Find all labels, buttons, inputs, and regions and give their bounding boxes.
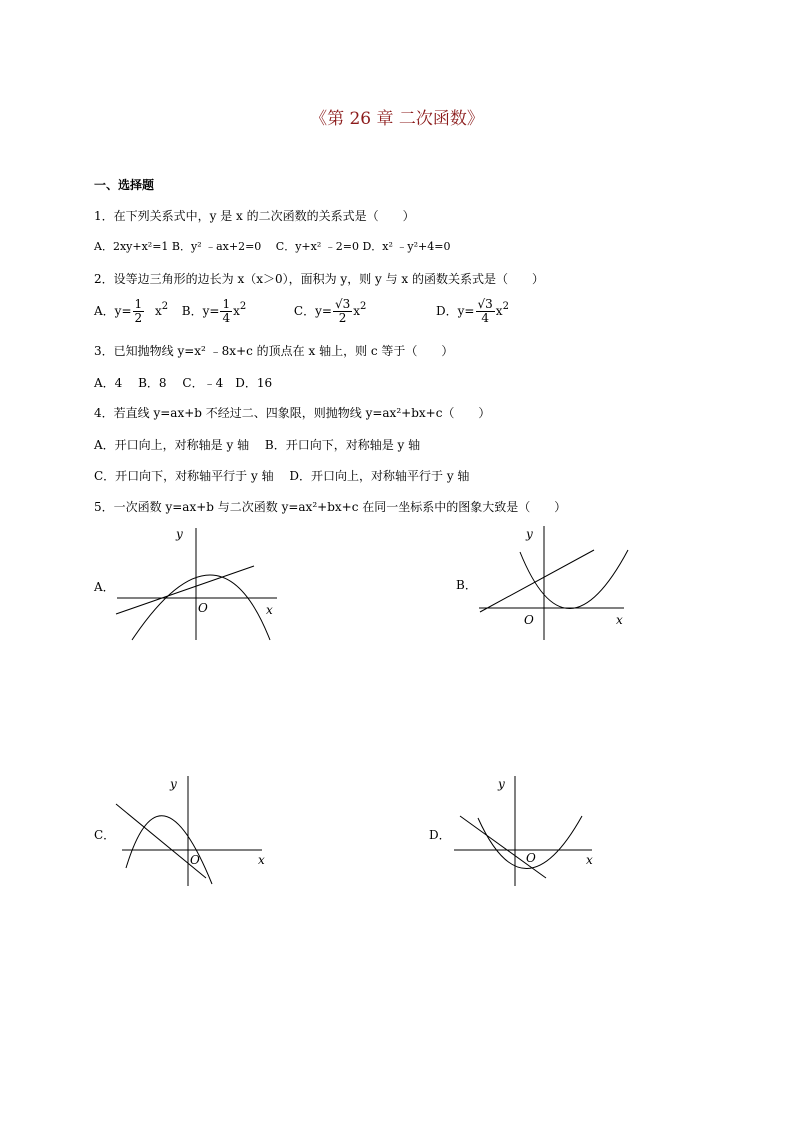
graph-a-y-label: y [176,527,183,541]
graph-b-line [480,550,594,612]
graph-a-line [116,566,254,614]
question-4-options-ab: A．开口向上，对称轴是 y 轴 B．开口向下，对称轴是 y 轴 [94,438,421,452]
graph-d-option-label: D． [429,828,451,842]
q2-d-label: D．y= [436,304,475,318]
question-2-options [94,298,509,325]
graph-b-x-label: x [616,613,623,627]
graph-d-x-label: x [586,853,593,867]
q2-a-num: 1 [134,297,143,311]
q2-c-exp: 2 [360,301,367,312]
graph-b-option-label: B． [456,578,477,592]
graph-b-parabola [520,550,628,609]
graph-a-x-label: x [266,603,273,617]
question-1-stem: 1．在下列关系式中，y 是 x 的二次函数的关系式是（ ） [94,209,415,223]
question-4-options-cd: C．开口向下，对称轴平行于 y 轴 D．开口向上，对称轴平行于 y 轴 [94,469,470,483]
question-1-options: A．2xy+x²=1 B．y² ﹣ax+2=0 C．y+x² ﹣2=0 D．x² ﹣y²+4=0 [94,240,451,253]
q2-a-fraction [133,298,145,325]
graph-a-option-label: A． [94,580,115,594]
q2-d-den: 4 [481,311,489,325]
graph-a [112,522,282,647]
q2-a-den: 2 [134,311,143,325]
graph-c-y-label: y [170,777,177,791]
q2-b-var: x [233,304,240,318]
q2-a-label: A．y= [94,304,132,318]
q2-d-num: √3 [477,297,493,311]
q2-a-var: x [154,304,162,318]
q2-b-den: 4 [222,311,231,325]
q2-option-d [436,297,509,325]
q2-a-exp: 2 [161,301,169,312]
graph-b-origin-label: O [524,613,534,627]
page-title: 《第 26 章 二次函数》 [310,109,484,129]
question-5-stem: 5．一次函数 y=ax+b 与二次函数 y=ax²+bx+c 在同一坐标系中的图象大致是（ ） [94,500,567,514]
graph-b-y-label: y [526,527,533,541]
q2-b-exp: 2 [239,301,247,312]
q2-c-label: C．y= [293,304,332,318]
question-4-stem: 4．若直线 y=ax+b 不经过二、四象限，则抛物线 y=ax²+bx+c（ ） [94,406,491,420]
question-2-stem: 2．设等边三角形的边长为 x（x＞0），面积为 y，则 y 与 x 的函数关系式是（ ） [94,272,545,286]
graph-d-origin-label: O [526,851,536,865]
q2-d-exp: 2 [502,301,509,312]
q2-c-num: √3 [334,297,351,311]
graph-d [450,770,605,890]
q2-option-c [293,297,370,325]
graph-a-origin-label: O [198,601,208,615]
q2-option-b [181,297,250,325]
q2-c-fraction [333,298,352,325]
graph-c-option-label: C． [94,828,116,842]
q2-b-fraction [220,298,232,325]
q2-c-den: 2 [338,311,347,325]
q2-c-var: x [353,304,360,318]
q2-option-a [94,297,172,325]
question-3-options: A．4 B．8 C．﹣4 D．16 [94,376,273,390]
graph-c [112,770,272,890]
q2-d-var: x [495,304,503,318]
section-heading: 一、选择题 [94,178,155,192]
graph-c-x-label: x [258,853,265,867]
q2-b-label: B．y= [181,304,220,318]
graph-d-y-label: y [498,777,505,791]
question-3-stem: 3．已知抛物线 y=x² ﹣8x+c 的顶点在 x 轴上，则 c 等于（ ） [94,344,454,358]
q2-b-num: 1 [222,297,231,311]
graph-b [474,520,634,645]
q2-d-fraction [476,298,495,325]
graph-c-origin-label: O [190,853,200,867]
graph-d-line [460,816,546,878]
